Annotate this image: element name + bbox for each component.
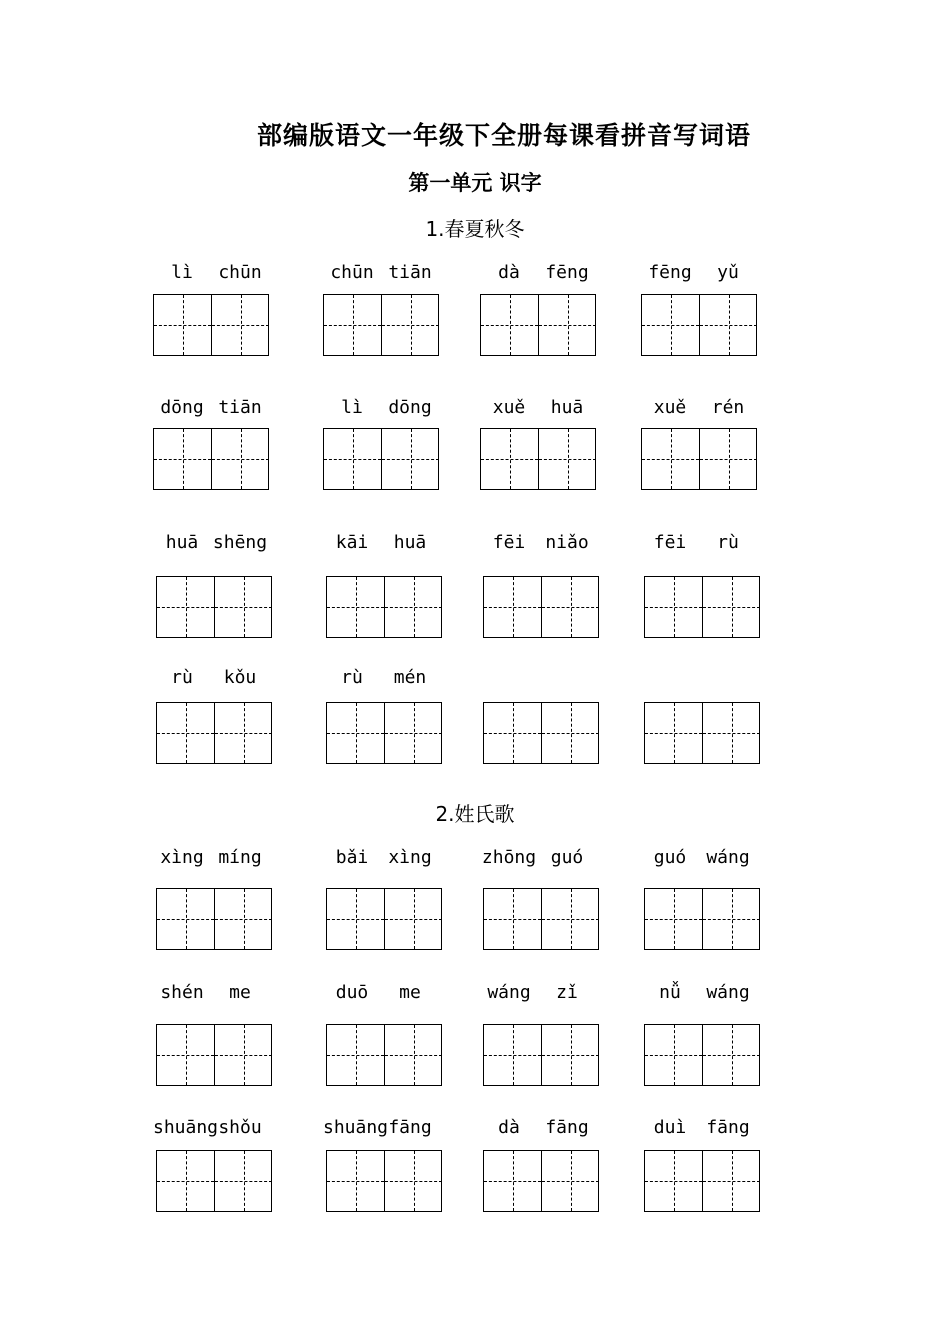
character-cell[interactable] (382, 295, 439, 355)
guide-line-vertical (356, 1025, 357, 1085)
pinyin-syllable: me (229, 982, 251, 1003)
pinyin-syllable: zǐ (556, 982, 578, 1003)
character-cell[interactable] (215, 1025, 272, 1085)
pinyin-pair (153, 532, 283, 556)
character-cell[interactable] (703, 889, 760, 949)
guide-line-vertical (571, 577, 572, 637)
lesson-heading-1: 1.春夏秋冬 (425, 217, 525, 241)
guide-line-vertical (732, 703, 733, 763)
pinyin-syllable: dà (498, 1117, 520, 1138)
pinyin-syllable: niǎo (545, 532, 589, 553)
guide-line-vertical (356, 703, 357, 763)
guide-line-vertical (510, 429, 511, 489)
tianzige-box[interactable] (323, 294, 439, 356)
pinyin-syllable: mén (393, 667, 427, 688)
pinyin-syllable: tiān (388, 262, 432, 283)
pinyin-pair (480, 667, 610, 691)
guide-line-vertical (732, 1151, 733, 1211)
tianzige-box[interactable] (156, 1150, 272, 1212)
guide-line-vertical (674, 577, 675, 637)
pinyin-syllable: wáng (706, 982, 750, 1003)
unit-heading: 第一单元 识字 (408, 171, 542, 195)
pinyin-syllable: xuě (492, 397, 526, 418)
character-cell[interactable] (700, 295, 757, 355)
pinyin-pair (641, 847, 771, 871)
character-cell[interactable] (645, 889, 703, 949)
pinyin-pair (323, 397, 453, 421)
character-cell[interactable] (542, 703, 599, 763)
pinyin-syllable: shuāng (153, 1117, 219, 1138)
pinyin-pair (323, 1117, 453, 1141)
pinyin-syllable: rù (171, 667, 193, 688)
guide-line-vertical (513, 1151, 514, 1211)
tianzige-box[interactable] (326, 888, 442, 950)
tianzige-box[interactable] (641, 428, 757, 490)
pinyin-syllable: shēng (212, 532, 268, 553)
pinyin-syllable: bǎi (335, 847, 369, 868)
tianzige-box[interactable] (483, 888, 599, 950)
guide-line-vertical (513, 1025, 514, 1085)
character-cell[interactable] (157, 889, 215, 949)
pinyin-syllable: shén (160, 982, 204, 1003)
guide-line-vertical (241, 429, 242, 489)
guide-line-vertical (183, 295, 184, 355)
guide-line-vertical (510, 295, 511, 355)
pinyin-pair (153, 982, 283, 1006)
character-cell[interactable] (215, 1151, 272, 1211)
pinyin-syllable: tiān (218, 397, 262, 418)
pinyin-syllable: kāi (335, 532, 369, 553)
guide-line-vertical (671, 429, 672, 489)
guide-line-vertical (353, 295, 354, 355)
character-cell[interactable] (157, 703, 215, 763)
pinyin-syllable: fēi (492, 532, 526, 553)
guide-line-vertical (414, 1151, 415, 1211)
pinyin-pair (323, 262, 453, 286)
tianzige-box[interactable] (483, 576, 599, 638)
tianzige-box[interactable] (480, 428, 596, 490)
pinyin-pair (641, 532, 771, 556)
pinyin-syllable: fāng (388, 1117, 432, 1138)
pinyin-syllable: xìng (388, 847, 432, 868)
character-cell[interactable] (645, 577, 703, 637)
pinyin-pair (480, 1117, 610, 1141)
pinyin-pair (480, 532, 610, 556)
guide-line-vertical (568, 429, 569, 489)
pinyin-syllable: fāng (706, 1117, 750, 1138)
pinyin-syllable: nǚ (659, 982, 681, 1003)
guide-line-vertical (571, 1151, 572, 1211)
guide-line-vertical (411, 295, 412, 355)
pinyin-syllable: dōng (388, 397, 432, 418)
character-cell[interactable] (327, 1151, 385, 1211)
character-cell[interactable] (327, 1025, 385, 1085)
pinyin-syllable: rén (711, 397, 745, 418)
pinyin-syllable: xuě (653, 397, 687, 418)
guide-line-vertical (244, 889, 245, 949)
character-cell[interactable] (484, 1151, 542, 1211)
pinyin-syllable: xìng (160, 847, 204, 868)
pinyin-syllable: chūn (330, 262, 374, 283)
guide-line-vertical (513, 577, 514, 637)
pinyin-syllable: fēi (653, 532, 687, 553)
guide-line-vertical (244, 1025, 245, 1085)
guide-line-vertical (411, 429, 412, 489)
character-cell[interactable] (542, 1151, 599, 1211)
character-cell[interactable] (157, 1025, 215, 1085)
character-cell[interactable] (645, 1151, 703, 1211)
character-cell[interactable] (327, 889, 385, 949)
pinyin-syllable: guó (550, 847, 584, 868)
character-cell[interactable] (212, 429, 269, 489)
pinyin-syllable: fēng (545, 262, 589, 283)
lesson-heading-2: 2.姓氏歌 (435, 802, 515, 826)
pinyin-pair (480, 982, 610, 1006)
guide-line-vertical (513, 703, 514, 763)
character-cell[interactable] (542, 889, 599, 949)
guide-line-vertical (414, 1025, 415, 1085)
guide-line-vertical (568, 295, 569, 355)
character-cell[interactable] (324, 429, 382, 489)
tianzige-box[interactable] (156, 702, 272, 764)
pinyin-pair (480, 262, 610, 286)
tianzige-box[interactable] (483, 1024, 599, 1086)
character-cell[interactable] (157, 1151, 215, 1211)
guide-line-vertical (356, 577, 357, 637)
pinyin-syllable: guó (653, 847, 687, 868)
character-cell[interactable] (484, 1025, 542, 1085)
character-cell[interactable] (542, 1025, 599, 1085)
guide-line-vertical (732, 1025, 733, 1085)
guide-line-vertical (244, 703, 245, 763)
tianzige-box[interactable] (323, 428, 439, 490)
guide-line-vertical (571, 889, 572, 949)
tianzige-box[interactable] (644, 702, 760, 764)
guide-line-vertical (674, 889, 675, 949)
character-cell[interactable] (645, 703, 703, 763)
character-cell[interactable] (215, 577, 272, 637)
character-cell[interactable] (215, 703, 272, 763)
character-cell[interactable] (700, 429, 757, 489)
guide-line-vertical (356, 1151, 357, 1211)
tianzige-box[interactable] (483, 1150, 599, 1212)
tianzige-box[interactable] (483, 702, 599, 764)
character-cell[interactable] (703, 1025, 760, 1085)
character-cell[interactable] (539, 429, 596, 489)
pinyin-syllable: shuāng (323, 1117, 389, 1138)
guide-line-vertical (356, 889, 357, 949)
pinyin-syllable: shǒu (218, 1117, 262, 1138)
tianzige-box[interactable] (644, 576, 760, 638)
pinyin-pair (641, 1117, 771, 1141)
pinyin-syllable: huā (393, 532, 427, 553)
character-cell[interactable] (154, 295, 212, 355)
pinyin-syllable: fēng (648, 262, 692, 283)
character-cell[interactable] (703, 703, 760, 763)
pinyin-pair (153, 847, 283, 871)
guide-line-vertical (186, 1151, 187, 1211)
pinyin-pair (641, 262, 771, 286)
character-cell[interactable] (484, 889, 542, 949)
pinyin-syllable: wáng (706, 847, 750, 868)
guide-line-vertical (674, 703, 675, 763)
character-cell[interactable] (385, 703, 442, 763)
character-cell[interactable] (154, 429, 212, 489)
pinyin-pair (641, 667, 771, 691)
guide-line-vertical (729, 429, 730, 489)
pinyin-syllable: huā (550, 397, 584, 418)
pinyin-syllable: lì (341, 397, 363, 418)
pinyin-syllable: duō (335, 982, 369, 1003)
character-cell[interactable] (645, 1025, 703, 1085)
character-cell[interactable] (324, 295, 382, 355)
character-cell[interactable] (382, 429, 439, 489)
character-cell[interactable] (481, 429, 539, 489)
character-cell[interactable] (385, 889, 442, 949)
tianzige-box[interactable] (156, 888, 272, 950)
pinyin-pair (323, 532, 453, 556)
pinyin-syllable: chūn (218, 262, 262, 283)
pinyin-pair (480, 397, 610, 421)
guide-line-vertical (186, 577, 187, 637)
pinyin-pair (323, 982, 453, 1006)
tianzige-box[interactable] (480, 294, 596, 356)
character-cell[interactable] (539, 295, 596, 355)
guide-line-vertical (414, 577, 415, 637)
pinyin-syllable: yǔ (717, 262, 739, 283)
character-cell[interactable] (327, 577, 385, 637)
guide-line-vertical (241, 295, 242, 355)
pinyin-pair (323, 667, 453, 691)
pinyin-pair (323, 847, 453, 871)
tianzige-box[interactable] (644, 1150, 760, 1212)
pinyin-syllable: dōng (160, 397, 204, 418)
guide-line-vertical (186, 703, 187, 763)
guide-line-vertical (244, 1151, 245, 1211)
character-cell[interactable] (642, 429, 700, 489)
character-cell[interactable] (481, 295, 539, 355)
pinyin-pair (153, 397, 283, 421)
tianzige-box[interactable] (156, 1024, 272, 1086)
pinyin-pair (153, 667, 283, 691)
pinyin-pair (641, 982, 771, 1006)
guide-line-vertical (186, 889, 187, 949)
character-cell[interactable] (484, 577, 542, 637)
tianzige-box[interactable] (326, 576, 442, 638)
pinyin-syllable: huā (165, 532, 199, 553)
pinyin-syllable: duì (653, 1117, 687, 1138)
pinyin-syllable: lì (171, 262, 193, 283)
guide-line-vertical (571, 703, 572, 763)
pinyin-pair (153, 1117, 283, 1141)
pinyin-pair (480, 847, 610, 871)
guide-line-vertical (186, 1025, 187, 1085)
guide-line-vertical (732, 889, 733, 949)
pinyin-syllable: wáng (487, 982, 531, 1003)
tianzige-box[interactable] (326, 702, 442, 764)
character-cell[interactable] (703, 1151, 760, 1211)
pinyin-pair (641, 397, 771, 421)
pinyin-syllable: rù (717, 532, 739, 553)
guide-line-vertical (414, 703, 415, 763)
pinyin-syllable: rù (341, 667, 363, 688)
pinyin-syllable: dà (498, 262, 520, 283)
character-cell[interactable] (327, 703, 385, 763)
character-cell[interactable] (542, 577, 599, 637)
guide-line-vertical (414, 889, 415, 949)
guide-line-vertical (674, 1151, 675, 1211)
guide-line-vertical (674, 1025, 675, 1085)
guide-line-vertical (671, 295, 672, 355)
character-cell[interactable] (157, 577, 215, 637)
guide-line-vertical (729, 295, 730, 355)
pinyin-syllable: fāng (545, 1117, 589, 1138)
guide-line-vertical (732, 577, 733, 637)
character-cell[interactable] (642, 295, 700, 355)
tianzige-box[interactable] (153, 428, 269, 490)
character-cell[interactable] (215, 889, 272, 949)
tianzige-box[interactable] (326, 1024, 442, 1086)
character-cell[interactable] (385, 1025, 442, 1085)
character-cell[interactable] (385, 577, 442, 637)
guide-line-vertical (244, 577, 245, 637)
tianzige-box[interactable] (641, 294, 757, 356)
tianzige-box[interactable] (153, 294, 269, 356)
character-cell[interactable] (212, 295, 269, 355)
tianzige-box[interactable] (156, 576, 272, 638)
guide-line-vertical (513, 889, 514, 949)
pinyin-syllable: míng (218, 847, 262, 868)
character-cell[interactable] (703, 577, 760, 637)
tianzige-box[interactable] (326, 1150, 442, 1212)
tianzige-box[interactable] (644, 888, 760, 950)
pinyin-syllable: zhōng (481, 847, 537, 868)
pinyin-syllable: me (399, 982, 421, 1003)
tianzige-box[interactable] (644, 1024, 760, 1086)
guide-line-vertical (571, 1025, 572, 1085)
pinyin-pair (153, 262, 283, 286)
page-title: 部编版语文一年级下全册每课看拼音写词语 (256, 121, 751, 150)
pinyin-syllable: kǒu (223, 667, 257, 688)
character-cell[interactable] (385, 1151, 442, 1211)
guide-line-vertical (183, 429, 184, 489)
character-cell[interactable] (484, 703, 542, 763)
guide-line-vertical (353, 429, 354, 489)
